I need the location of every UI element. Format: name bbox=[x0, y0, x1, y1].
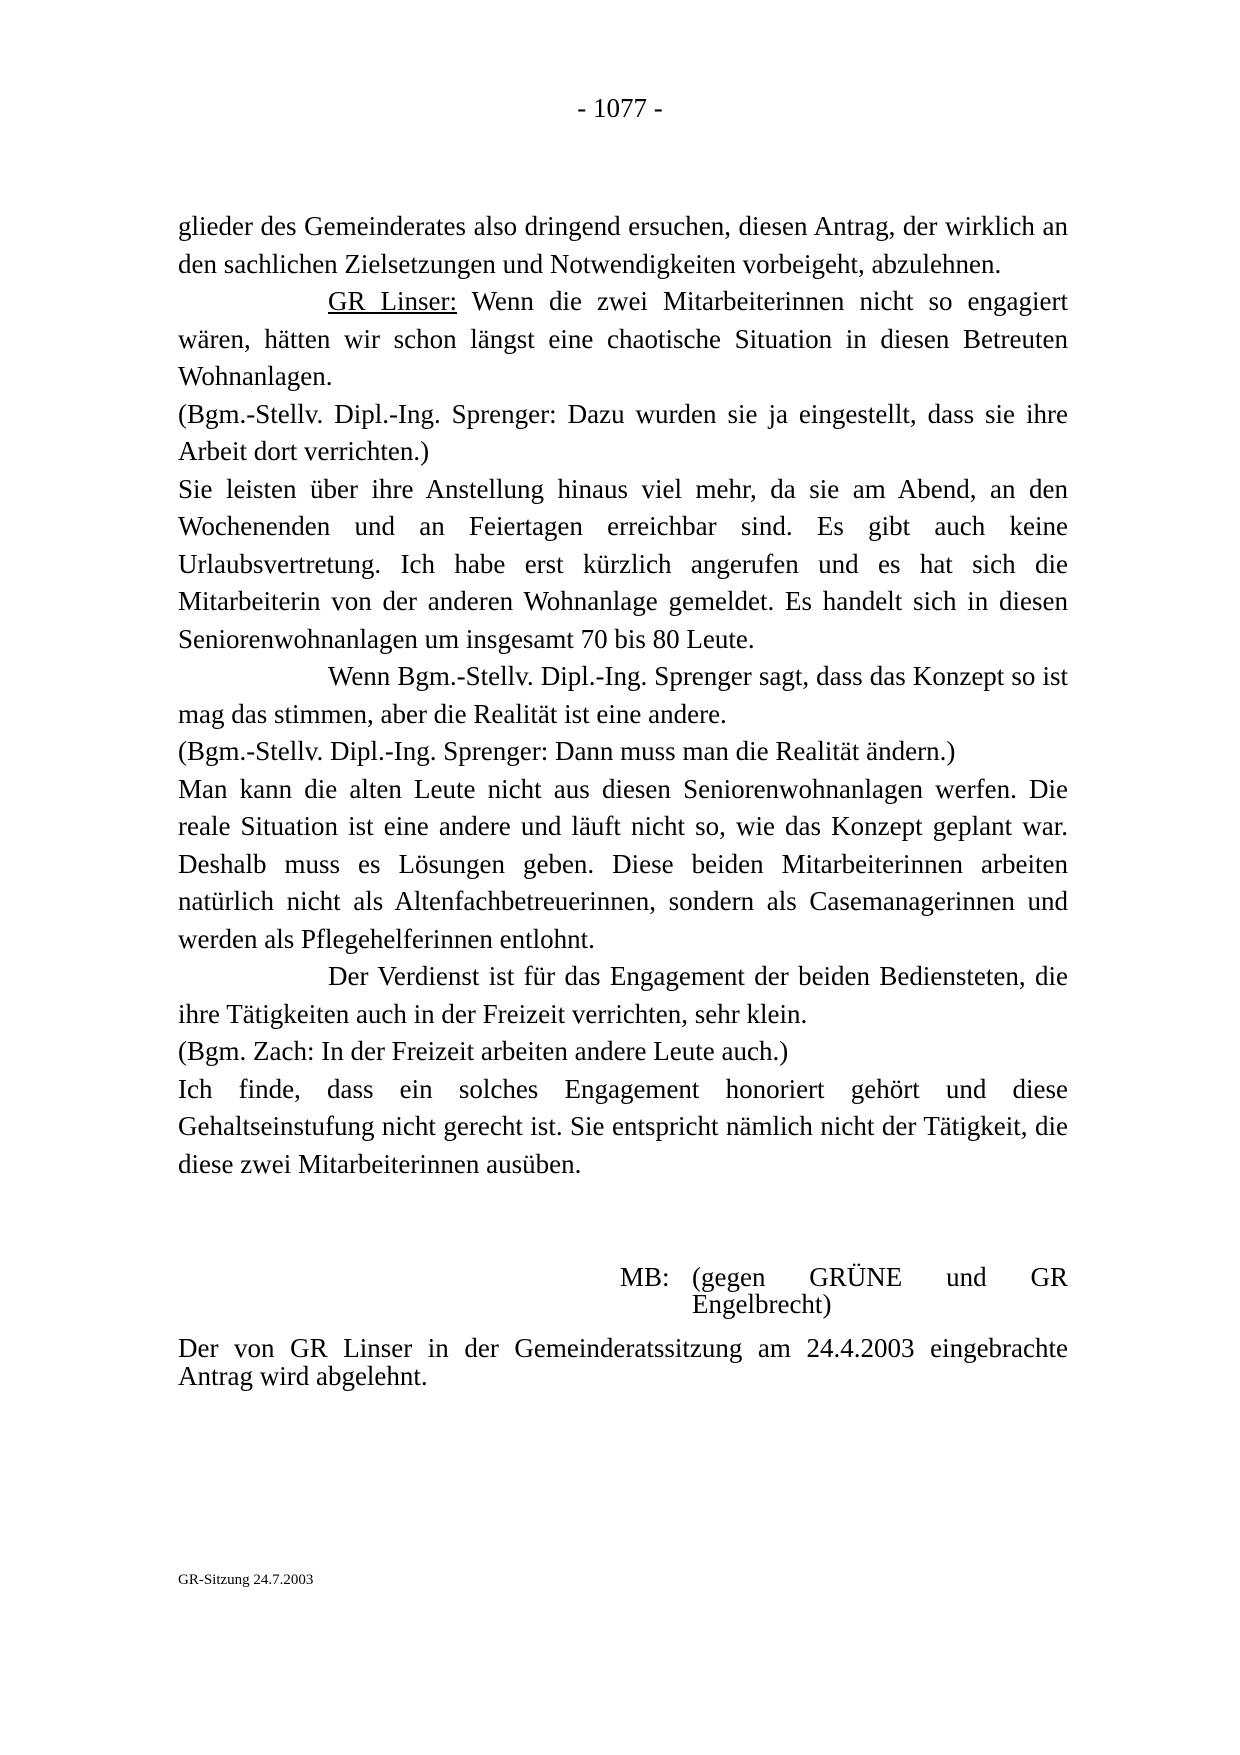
paragraph-statement: Ich finde, dass ein solches Engagement honoriert gehört und diese Gehaltseinstufung nicht gerecht ist. Sie entspricht nämlich nicht der Tätigkeit, die diese zwei Mitarbeiterinnen ausüben. bbox=[178, 1073, 1068, 1179]
paragraph-statement: Der Verdienst ist für das Engagement der beiden Bediensteten, die ihre Tätigkeiten auch in der Freizeit verrichten, sehr klein. bbox=[178, 961, 1068, 1029]
footer-session-date: GR-Sitzung 24.7.2003 bbox=[178, 1572, 314, 1588]
paragraph-statement: Sie leisten über ihre Anstellung hinaus viel mehr, da sie am Abend, an den Wochenenden und an Feiertagen erreichbar sind. Es gibt auch keine Urlaubsvertretung. Ich habe erst kürzlich angerufen und es hat sich die Mitarbeiterin von der anderen Wohnanlage gemeldet. Es handelt sich in diesen Seniorenwohnanlagen um insgesamt 70 bis 80 Leute. bbox=[178, 473, 1068, 654]
page-number: - 1077 - bbox=[577, 93, 663, 123]
interjection-sprenger-2: (Bgm.-Stellv. Dipl.-Ing. Sprenger: Dann muss man die Realität ändern.) bbox=[178, 736, 956, 766]
interjection-sprenger-1: (Bgm.-Stellv. Dipl.-Ing. Sprenger: Dazu wurden sie ja eingestellt, dass sie ihre Arbeit dort verrichten.) bbox=[178, 398, 1068, 466]
interjection-zach: (Bgm. Zach: In der Freizeit arbeiten andere Leute auch.) bbox=[178, 1036, 789, 1066]
paragraph-statement: Wenn Bgm.-Stellv. Dipl.-Ing. Sprenger sagt, dass das Konzept so ist mag das stimmen, aber die Realität ist eine andere. bbox=[178, 661, 1068, 729]
paragraph-continuation: glieder des Gemeinderates also dringend ersuchen, diesen Antrag, der wirklich an den sachlichen Zielsetzungen und Notwendigkeiten vorbeigeht, abzulehnen. bbox=[178, 211, 1068, 279]
paragraph-statement: Man kann die alten Leute nicht aus diesen Seniorenwohnanlagen werfen. Die reale Situation ist eine andere und läuft nicht so, wie das Konzept geplant war. Deshalb muss es Lösungen geben. Diese beiden Mitarbeiterinnen arbeiten natürlich nicht als Altenfachbetreuerinnen, sondern als Casemanagerinnen und werden als Pflegehelferinnen entlohnt. bbox=[178, 773, 1068, 954]
resolution-vote: (gegen GRÜNE und GR Engelbrecht) bbox=[692, 1262, 1068, 1319]
decision-text: Der von GR Linser in der Gemeinderatssitzung am 24.4.2003 eingebrachte Antrag wird abgelehnt. bbox=[178, 1333, 1068, 1391]
transcript-body bbox=[178, 208, 1068, 1183]
speaker-label: GR Linser: bbox=[328, 286, 458, 316]
paragraph-speaker-linser bbox=[178, 283, 1068, 396]
resolution-label: MB: bbox=[620, 1262, 670, 1292]
speaker-statement: Wenn die zwei Mitarbeiterinnen nicht so engagiert wären, hätten wir schon längst eine chaotische Situation in diesen Betreuten Wohnanlagen. bbox=[178, 286, 1068, 391]
